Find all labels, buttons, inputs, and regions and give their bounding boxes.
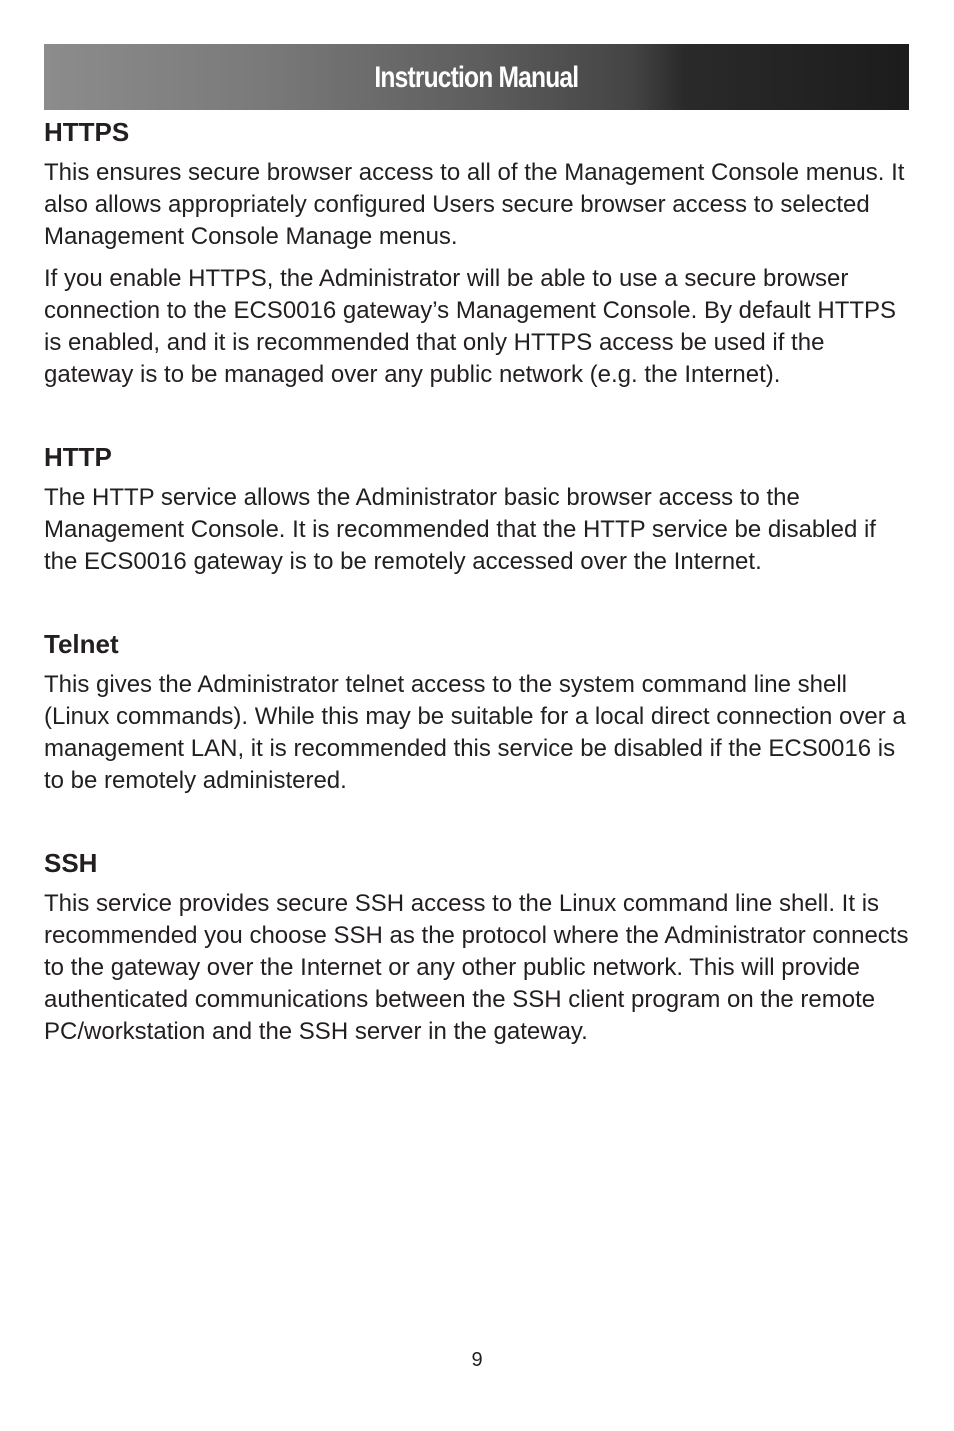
- http-paragraph-1: The HTTP service allows the Administrator basic browser access to the Management Console. It is recommended that the HTTP service be disabled if the ECS0016 gateway is to be remotely accessed over the Internet.: [44, 484, 876, 575]
- section-heading-ssh: SSH: [44, 848, 98, 878]
- header-title: Instruction Manual: [374, 61, 579, 94]
- document-body: [44, 112, 914, 1048]
- section-heading-http: HTTP: [44, 442, 112, 472]
- section-https: [44, 112, 914, 391]
- section-heading-telnet: Telnet: [44, 629, 119, 659]
- section-heading-https: HTTPS: [44, 117, 130, 147]
- https-paragraph-2: If you enable HTTPS, the Administrator will be able to use a secure browser connection to the ECS0016 gateway’s Management Console. By default HTTPS is enabled, and it is recommended that only HTTPS access be used if the gateway is to be managed over any public network (e.g. the Internet).: [44, 265, 897, 388]
- section-ssh: [44, 843, 914, 1048]
- section-telnet: [44, 624, 914, 797]
- https-paragraph-1: This ensures secure browser access to all of the Management Console menus. It also allows appropriately configured Users secure browser access to selected Management Console Manage menus.: [44, 159, 905, 250]
- ssh-paragraph-1: This service provides secure SSH access to the Linux command line shell. It is recommended you choose SSH as the protocol where the Administrator connects to the gateway over the Internet or any other public network. This will provide authenticated communications between the SSH client program on the remote PC/workstation and the SSH server in the gateway.: [44, 890, 909, 1045]
- section-http: [44, 437, 914, 578]
- page-number: 9: [471, 1349, 483, 1371]
- telnet-paragraph-1: This gives the Administrator telnet access to the system command line shell (Linux commands). While this may be suitable for a local direct connection over a management LAN, it is recommended this service be disabled if the ECS0016 is to be remotely administered.: [44, 671, 906, 794]
- header-banner: [44, 44, 909, 110]
